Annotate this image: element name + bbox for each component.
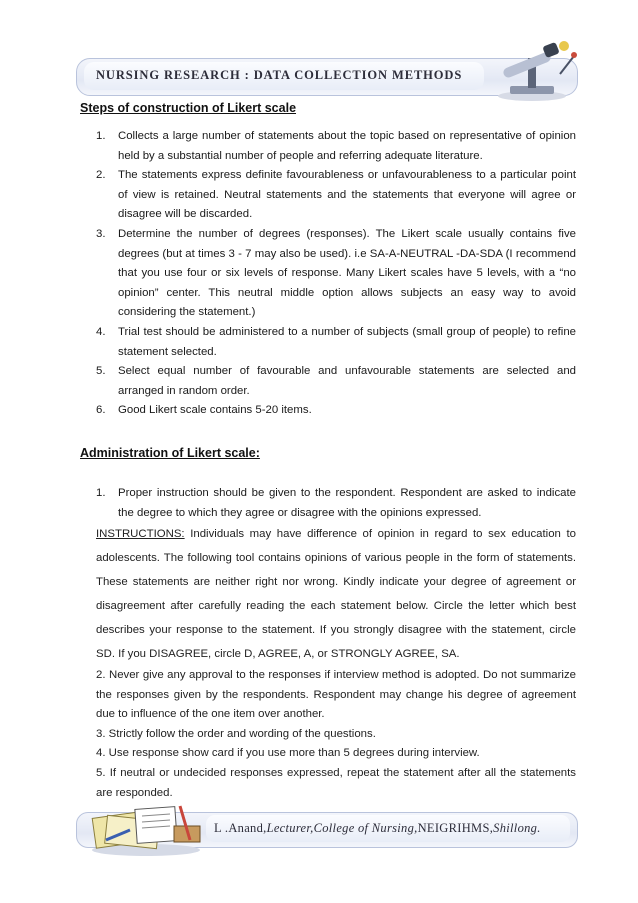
item-number: 2. xyxy=(96,169,106,182)
steps-heading: Steps of construction of Likert scale xyxy=(80,101,297,115)
item-number: 3. xyxy=(96,227,106,240)
note-item: 3. Strictly follow the order and wording of the questions. xyxy=(96,727,376,740)
item-text: Determine the number of degrees (responses). The Likert scale usually contains five degrees (but at times 3 - 7 may also be used). i.e SA-A-NEUTRAL -DA-SDA (I recommend that you use four or six levels of response. Many Likert scales have 5 levels, with a “no opinion” center. This neutral middle option allows subjects an easy way to avoid considering the statement.) xyxy=(118,227,576,319)
list-item xyxy=(96,225,576,323)
item-text: Proper instruction should be given to the respondent. Respondent are asked to indicate the degree to which they agree or disagree with the opinions expressed. xyxy=(118,487,576,519)
item-text: Trial test should be administered to a number of subjects (small group of people) to refine statement selected. xyxy=(118,325,576,358)
item-number: 6. xyxy=(96,404,106,417)
administration-list xyxy=(96,484,576,523)
item-number: 4. xyxy=(96,325,106,338)
place-name: Shillong. xyxy=(493,821,541,835)
item-number: 1. xyxy=(96,487,106,499)
institution-name: NEIGRIHMS, xyxy=(417,821,494,835)
item-number: 1. xyxy=(96,130,106,142)
list-item xyxy=(96,362,576,401)
list-item xyxy=(96,401,576,421)
footer-credit xyxy=(214,821,541,836)
list-item xyxy=(96,127,576,166)
list-item xyxy=(96,323,576,362)
instructions-paragraph xyxy=(96,522,576,666)
item-text: Collects a large number of statements about the topic based on representative of opinion held by a substantial number of people and referring adequate literature. xyxy=(118,130,576,162)
note-item: 4. Use response show card if you use more than 5 degrees during interview. xyxy=(96,747,480,760)
desk-clutter-icon xyxy=(86,800,206,858)
instructions-text: Individuals may have difference of opinion in regard to sex education to adolescents. The following tool contains opinions of various people in the form of statements. These statements are neither right nor wrong. Kindly indicate your degree of agreement or disagreement after carefully reading the each statement below. Circle the letter which best describes your response to the statement. If you strongly disagree with the statement, circle SD. If you DISAGREE, circle D, AGREE, A, or STRONGLY AGREE, SA. xyxy=(96,528,576,660)
note-item: 2. Never give any approval to the responses if interview method is adopted. Do not summarize the responses given by the respondents. Respondent may change his degree of agreement due to influence of the one item over another. xyxy=(96,669,576,721)
item-text: Good Likert scale contains 5-20 items. xyxy=(118,404,312,417)
list-item xyxy=(96,484,576,523)
note-item: 5. If neutral or undecided responses expressed, repeat the statement after all the statements are responded. xyxy=(96,766,576,799)
microscope-icon xyxy=(490,36,580,104)
item-number: 5. xyxy=(96,365,106,378)
administration-heading: Administration of Likert scale: xyxy=(80,446,260,460)
steps-list xyxy=(96,127,576,421)
page-title: NURSING RESEARCH : DATA COLLECTION METHODS xyxy=(96,68,463,82)
instructions-block xyxy=(96,522,576,803)
instructions-label: INSTRUCTIONS: xyxy=(96,528,185,540)
list-item xyxy=(96,166,576,225)
author-name: L .Anand, xyxy=(214,821,267,835)
item-text: Select equal number of favourable and unfavourable statements are selected and arranged in random order. xyxy=(118,365,576,397)
item-text: The statements express definite favourableness or unfavourableness to a particular point of view is retained. Neutral statements and the statements that everyone will agree or disagree will be discarded. xyxy=(118,169,576,221)
author-role: Lecturer,College of Nursing, xyxy=(266,821,418,835)
